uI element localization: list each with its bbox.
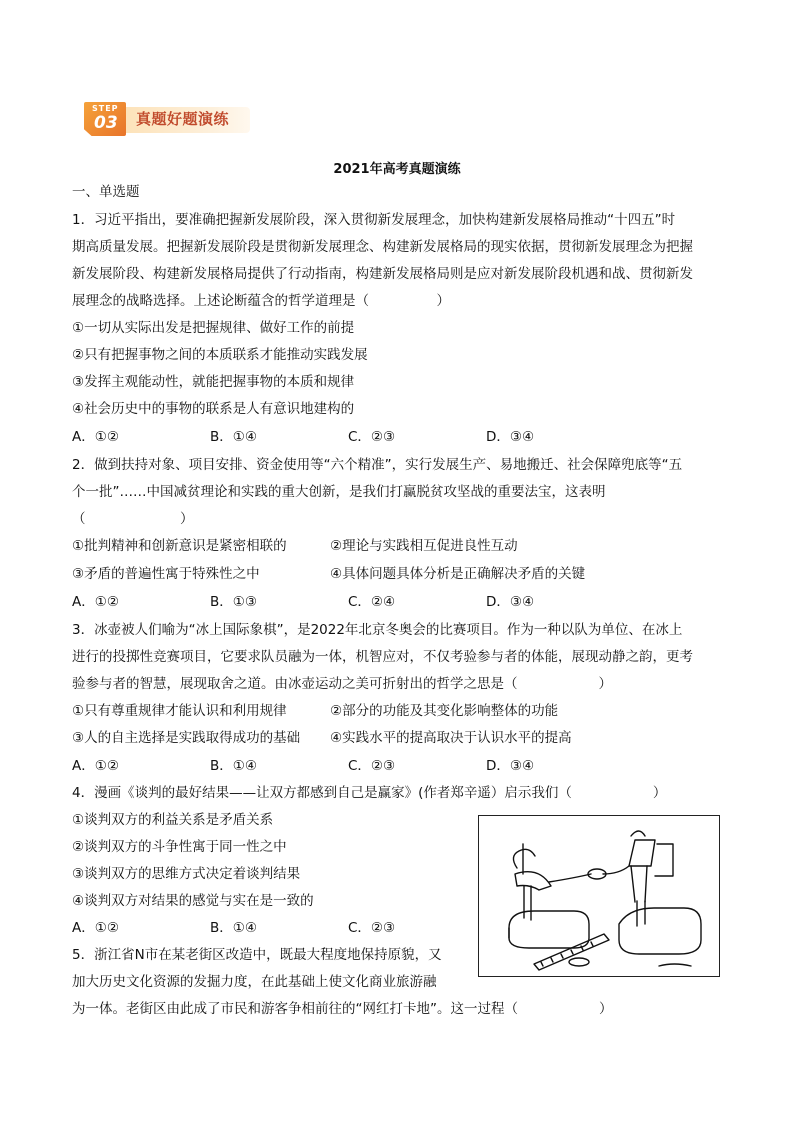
q4-option-a: A．①② bbox=[72, 920, 119, 936]
q3-statement-1: ①只有尊重规律才能认识和利用规律 bbox=[72, 703, 287, 719]
q3-statement-2: ②部分的功能及其变化影响整体的功能 bbox=[330, 703, 559, 719]
step-badge bbox=[84, 100, 250, 136]
q1-option-d: D．③④ bbox=[486, 429, 535, 445]
q1-option-c: C．②③ bbox=[348, 429, 396, 445]
q2-line-1: 2．做到扶持对象、项目安排、资金使用等“六个精准”，实行发展生产、易地搬迁、社会保障兜底等“五 bbox=[72, 457, 683, 473]
q2-option-d: D．③④ bbox=[486, 594, 535, 610]
q5-line-1: 5．浙江省N市在某老街区改造中，既最大程度地保持原貌，又 bbox=[72, 947, 442, 963]
q5-line-2: 加大历史文化资源的发掘力度，在此基础上使文化商业旅游融 bbox=[72, 974, 437, 990]
q2-statement-4: ④具体问题具体分析是正确解决矛盾的关键 bbox=[330, 566, 586, 582]
document-title: 2021年高考真题演练 bbox=[333, 162, 461, 177]
q3-statement-3: ③人的自主选择是实践取得成功的基础 bbox=[72, 730, 301, 746]
badge-title: 真题好题演练 bbox=[136, 110, 230, 128]
q3-statement-4: ④实践水平的提高取决于认识水平的提高 bbox=[330, 730, 572, 746]
q2-option-c: C．②④ bbox=[348, 594, 396, 610]
q1-line-2: 期高质量发展。把握新发展阶段是贯彻新发展理念、构建新发展格局的现实依据，贯彻新发展理念为把握 bbox=[72, 239, 693, 255]
badge-step-number: 03 bbox=[94, 113, 118, 133]
q2-option-b: B．①③ bbox=[210, 594, 257, 610]
q4-statement-3: ③谈判双方的思维方式决定着谈判结果 bbox=[72, 866, 301, 882]
q3-line-2: 进行的投掷性竞赛项目，它要求队员融为一体，机智应对，不仅考验参与者的体能，展现动静之韵，更考 bbox=[72, 649, 693, 665]
q4-line-1: 4．漫画《谈判的最好结果——让双方都感到自己是赢家》(作者郑辛遥）启示我们（ ） bbox=[72, 785, 667, 801]
section-heading: 一、单选题 bbox=[72, 184, 140, 200]
negotiation-cartoon bbox=[478, 815, 720, 977]
q3-option-a: A．①② bbox=[72, 758, 119, 774]
handshake-illustration-icon bbox=[479, 816, 718, 975]
badge-step-label: STEP bbox=[92, 104, 119, 113]
q4-option-b: B．①④ bbox=[210, 920, 257, 936]
q4-statement-4: ④谈判双方对结果的感觉与实在是一致的 bbox=[72, 893, 314, 909]
q1-statement-3: ③发挥主观能动性，就能把握事物的本质和规律 bbox=[72, 374, 355, 390]
q1-line-3: 新发展阶段、构建新发展格局提供了行动指南，构建新发展格局则是应对新发展阶段机遇和战、贯彻新发 bbox=[72, 266, 693, 282]
q1-option-a: A．①② bbox=[72, 429, 119, 445]
q5-line-3: 为一体。老街区由此成了市民和游客争相前往的“网红打卡地”。这一过程（ ） bbox=[72, 1001, 613, 1017]
q3-option-b: B．①④ bbox=[210, 758, 257, 774]
q3-option-d: D．③④ bbox=[486, 758, 535, 774]
q2-statement-1: ①批判精神和创新意识是紧密相联的 bbox=[72, 538, 287, 554]
q3-line-3: 验参与者的智慧，展现取舍之道。由冰壶运动之美可折射出的哲学之思是（ ） bbox=[72, 676, 612, 692]
q3-option-c: C．②③ bbox=[348, 758, 396, 774]
q1-statement-2: ②只有把握事物之间的本质联系才能推动实践发展 bbox=[72, 347, 368, 363]
q2-statement-3: ③矛盾的普遍性寓于特殊性之中 bbox=[72, 566, 260, 582]
q4-statement-2: ②谈判双方的斗争性寓于同一性之中 bbox=[72, 839, 287, 855]
q2-option-a: A．①② bbox=[72, 594, 119, 610]
q2-statement-2: ②理论与实践相互促进良性互动 bbox=[330, 538, 518, 554]
q1-statement-1: ①一切从实际出发是把握规律、做好工作的前提 bbox=[72, 320, 355, 336]
q4-option-c: C．②③ bbox=[348, 920, 396, 936]
q1-line-1: 1．习近平指出，要准确把握新发展阶段，深入贯彻新发展理念，加快构建新发展格局推动“十四五”时 bbox=[72, 212, 676, 228]
q2-line-2: 个一批”……中国减贫理论和实践的重大创新，是我们打赢脱贫攻坚战的重要法宝，这表明 bbox=[72, 484, 606, 500]
q3-line-1: 3．冰壶被人们喻为“冰上国际象棋”，是2022年北京冬奥会的比赛项目。作为一种以队为单位、在冰上 bbox=[72, 622, 683, 638]
q1-option-b: B．①④ bbox=[210, 429, 257, 445]
q4-statement-1: ①谈判双方的利益关系是矛盾关系 bbox=[72, 812, 274, 828]
q1-line-4: 展理念的战略选择。上述论断蕴含的哲学道理是（ ） bbox=[72, 293, 450, 309]
q2-line-3: （ ） bbox=[72, 511, 194, 527]
q1-statement-4: ④社会历史中的事物的联系是人有意识地建构的 bbox=[72, 401, 355, 417]
